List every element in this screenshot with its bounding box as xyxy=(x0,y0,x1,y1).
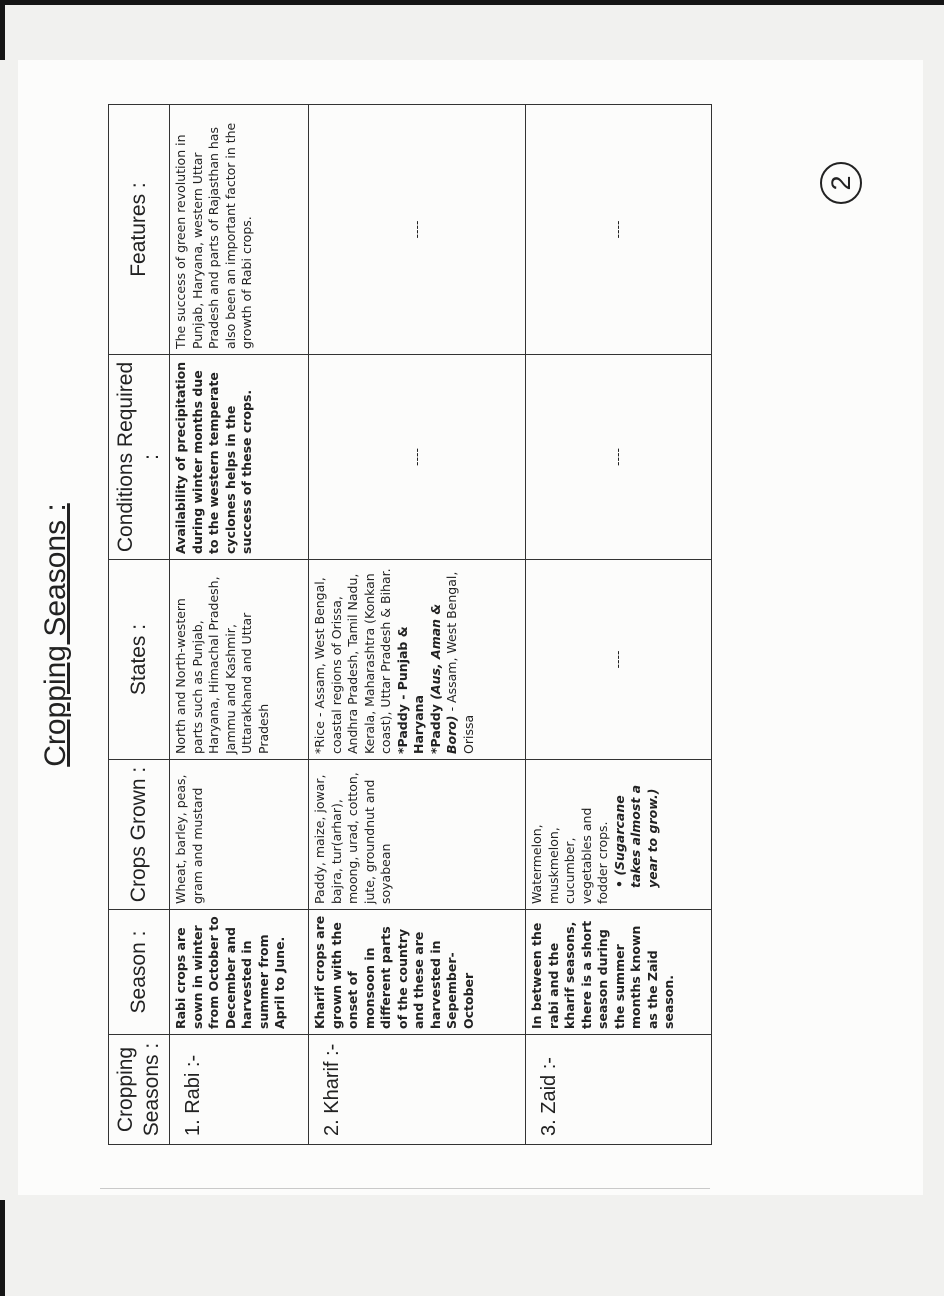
scan-left-edge-lower xyxy=(0,1200,5,1296)
table-row-zaid xyxy=(526,105,712,1145)
column-header: Season : xyxy=(109,910,170,1035)
table-row-rabi xyxy=(170,105,309,1145)
season-description: In between the rabi and the kharif seasons, there is a short season during the summer months known as the Zaid season. xyxy=(526,910,712,1035)
rotated-content xyxy=(20,110,680,1160)
scan-top-edge xyxy=(0,0,944,5)
paper-fold-line xyxy=(100,1188,710,1189)
column-header: States : xyxy=(109,560,170,760)
season-name: 3. Zaid :- xyxy=(526,1035,712,1145)
column-header: Cropping Seasons : xyxy=(109,1035,170,1145)
column-header: Conditions Required : xyxy=(109,355,170,560)
conditions-required: ---- xyxy=(309,355,526,560)
page-title: Cropping Seasons : xyxy=(39,503,72,767)
season-name: 1. Rabi :- xyxy=(170,1035,309,1145)
conditions-required: Availability of precipitation during winter months due to the western temperate cyclones helps in the success of these crops. xyxy=(170,355,309,560)
scan-left-edge xyxy=(0,0,5,60)
season-name: 2. Kharif :- xyxy=(309,1035,526,1145)
states-paddy: *Paddy - Punjab & Haryana xyxy=(394,626,426,754)
states: North and North-western parts such as Punjab, Haryana, Himachal Pradesh, Jammu and Kashmir, Uttarakhand and Uttar Pradesh xyxy=(170,560,309,760)
states xyxy=(309,560,526,760)
features: ---- xyxy=(526,105,712,355)
season-description: Rabi crops are sown in winter from October to December and harvested in summer from April to June. xyxy=(170,910,309,1035)
paddy-prefix: *Paddy xyxy=(427,699,443,754)
page-number: 2 xyxy=(820,162,862,204)
column-header: Crops Grown : xyxy=(109,760,170,910)
paddy-varieties: (Aus, Aman & Boro) xyxy=(427,603,459,754)
crops-grown: Paddy, maize, jowar, bajra, tur(arhar), moong, urad, cotton, jute, groundnut and soyabean xyxy=(309,760,526,910)
table-row-kharif xyxy=(309,105,526,1145)
paddy-states: - Assam, West Bengal, Orissa xyxy=(444,571,476,754)
crops-list: Watermelon, muskmelon, cucumber, vegetables and fodder crops. xyxy=(529,807,610,904)
states-paddy-varieties xyxy=(428,565,478,754)
conditions-required: ---- xyxy=(526,355,712,560)
crops-grown: Wheat, barley, peas, gram and mustard xyxy=(170,760,309,910)
crops-note: • (Sugarcane takes almost a year to grow.) xyxy=(611,784,660,888)
season-description: Kharif crops are grown with the onset of monsoon in different parts of the country and these are harvested in Sepember-October xyxy=(309,910,526,1035)
column-header: Features : xyxy=(109,105,170,355)
crops-grown xyxy=(526,760,712,910)
bullet-icon: • xyxy=(611,875,627,888)
states-rice: *Rice - Assam, West Bengal, coastal regions of Orissa, Andhra Pradesh, Tamil Nadu, Kerala, Maharashtra (Konkan coast), Uttar Pradesh & Bihar. xyxy=(312,568,393,754)
states: ---- xyxy=(526,560,712,760)
cropping-seasons-table xyxy=(108,104,712,1145)
features: ---- xyxy=(309,105,526,355)
features: The success of green revolution in Punjab, Haryana, western Uttar Pradesh and parts of Rajasthan has also been an important factor in the growth of Rabi crops. xyxy=(170,105,309,355)
table-header-row xyxy=(109,105,170,1145)
